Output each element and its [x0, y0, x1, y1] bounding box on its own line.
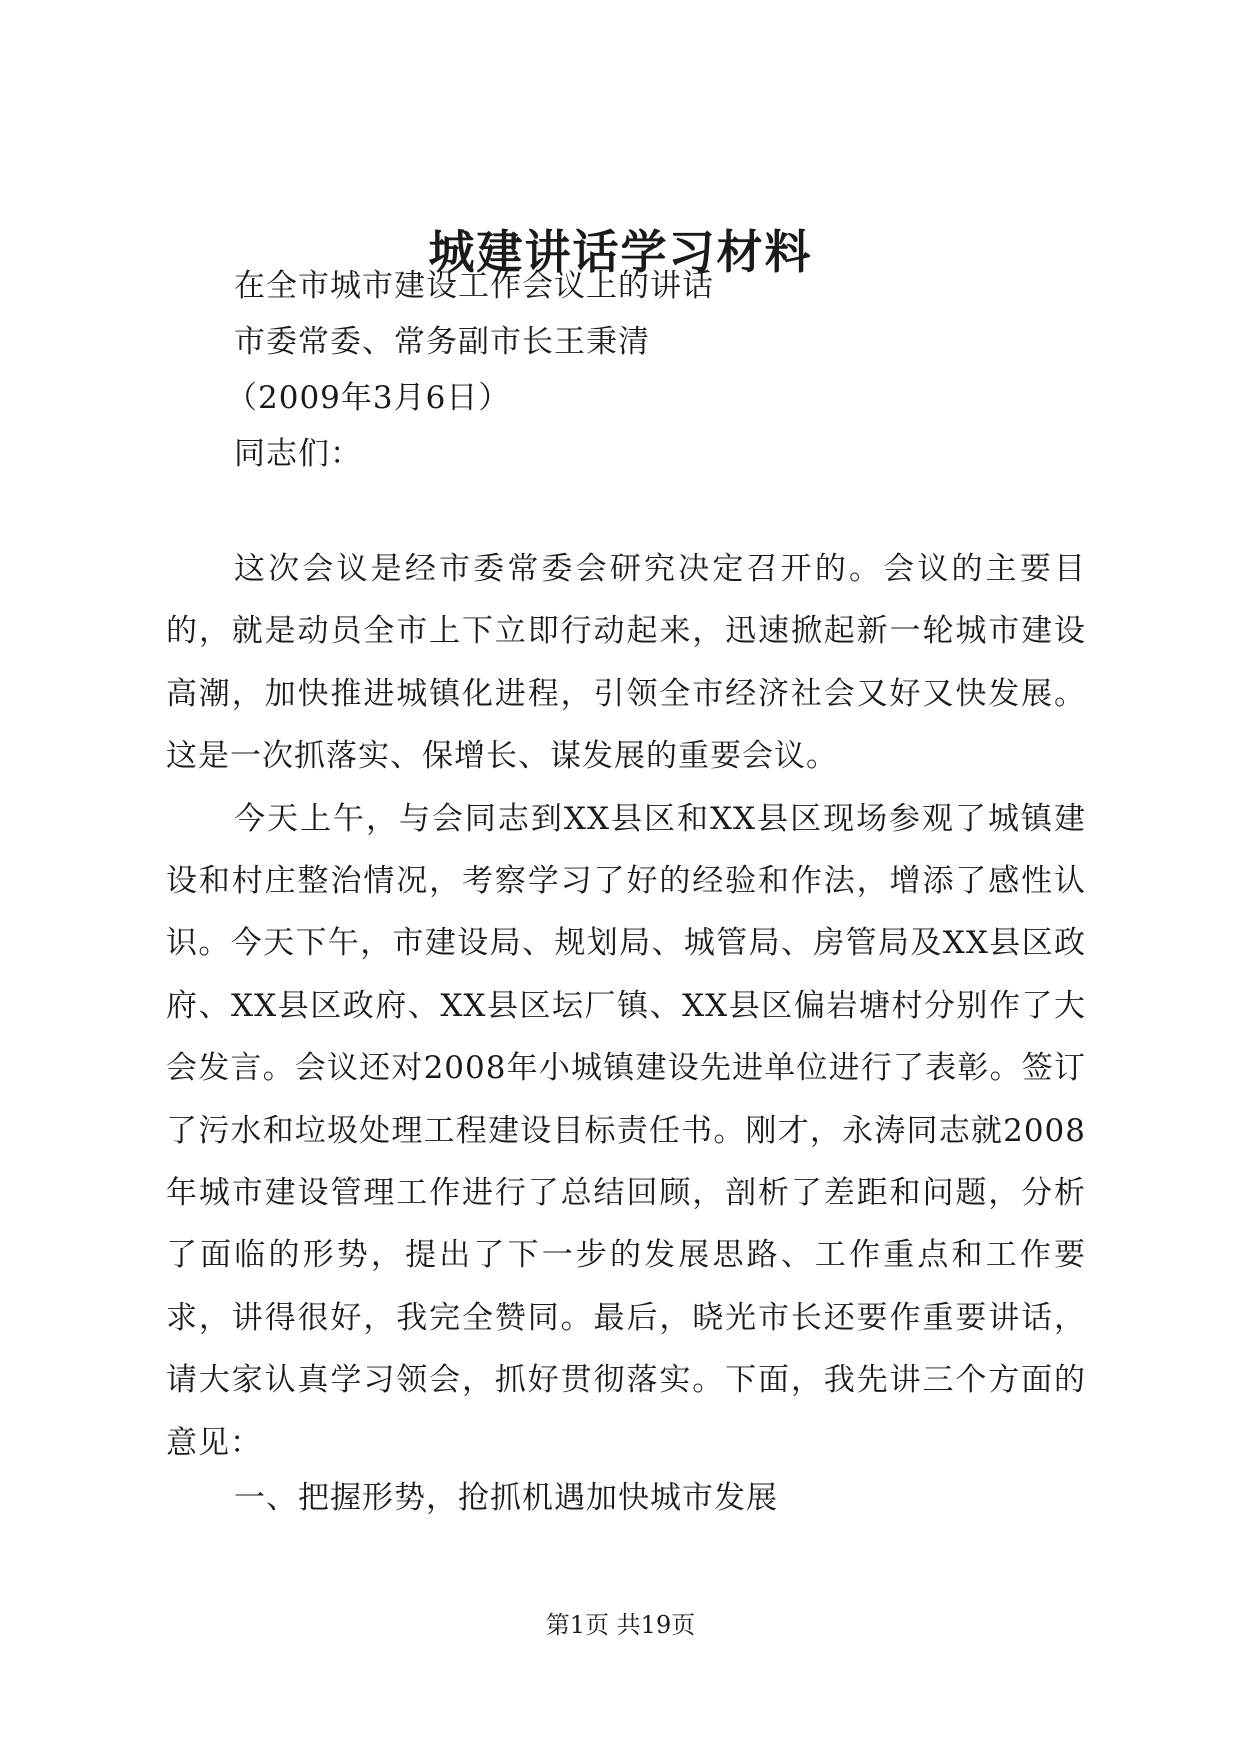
body-text — [166, 538, 1086, 1474]
speaker-line: 市委常委、常务副市长王秉清 — [234, 324, 650, 360]
paragraph-2: 今天上午，与会同志到XX县区和XX县区现场参观了城镇建设和村庄整治情况，考察学习了好的经验和作法，增添了感性认识。今天下午，市建设局、规划局、城管局、房管局及XX县区政府、XX县区政府、XX县区坛厂镇、XX县区偏岩塘村分别作了大会发言。会议还对2008年小城镇建设先进单位进行了表彰。签订了污水和垃圾处理工程建设目标责任书。刚才，永涛同志就2008年城市建设管理工作进行了总结回顾，剖析了差距和问题，分析了面临的形势，提出了下一步的发展思路、工作重点和工作要求，讲得很好，我完全赞同。最后，晓光市长还要作重要讲话，请大家认真学习领会，抓好贯彻落实。下面，我先讲三个方面的意见： — [166, 800, 1086, 1461]
salutation: 同志们： — [234, 436, 362, 472]
page-footer: 第1页 共19页 — [545, 1611, 696, 1639]
speech-date: （2009年3月6日） — [226, 380, 511, 416]
paragraph-1: 这次会议是经市委常委会研究决定召开的。会议的主要目的，就是动员全市上下立即行动起来，迅速掀起新一轮城市建设高潮，加快推进城镇化进程，引领全市经济社会又好又快发展。这是一次抓落实、保增长、谋发展的重要会议。 — [166, 551, 1086, 775]
document-title: 城建讲话学习材料 — [428, 225, 813, 279]
section-heading: 一、把握形势，抢抓机遇加快城市发展 — [234, 1480, 778, 1516]
speech-subtitle: 在全市城市建设工作会议上的讲话 — [234, 268, 714, 304]
